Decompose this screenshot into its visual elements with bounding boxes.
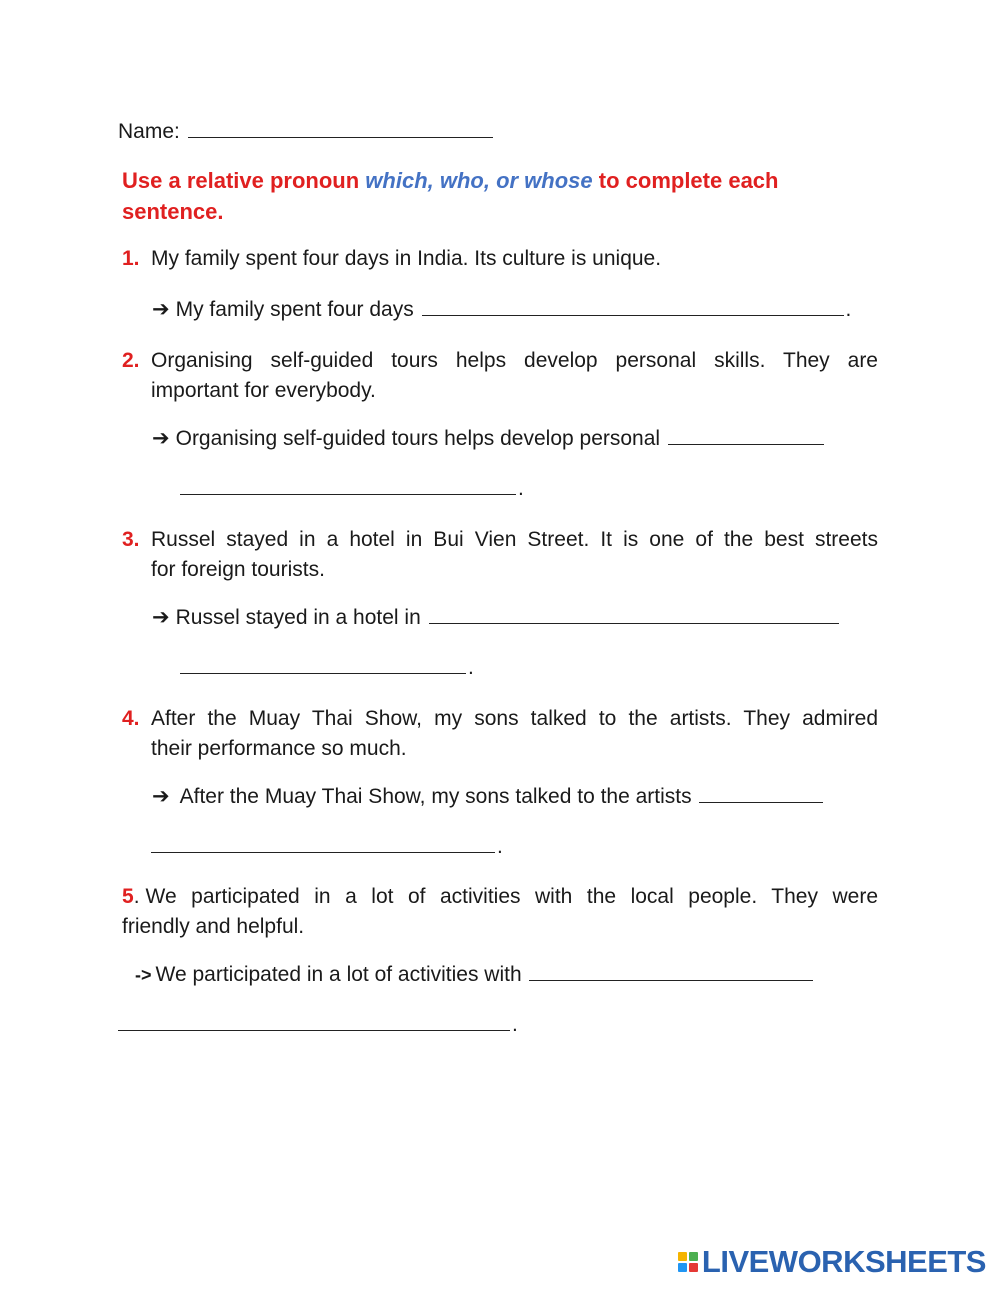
answer-end: .	[512, 1013, 518, 1036]
question-text-continued: for foreign tourists.	[151, 558, 325, 581]
answer-input-line[interactable]	[180, 493, 516, 495]
answer-input-line[interactable]	[151, 851, 495, 853]
question-text-continued: friendly and helpful.	[122, 915, 305, 938]
answer-input-line[interactable]	[668, 443, 824, 445]
answer-5-continued	[118, 1013, 518, 1037]
answer-input-line[interactable]	[699, 801, 823, 803]
answer-2	[152, 426, 826, 451]
answer-input-line[interactable]	[118, 1029, 510, 1031]
arrow-icon: ➔	[152, 785, 170, 808]
question-text: Organising self-guided tours helps develop personal skills. They are	[151, 349, 878, 372]
question-4	[122, 704, 878, 764]
question-1	[122, 247, 661, 271]
name-input-line[interactable]	[188, 136, 493, 138]
answer-end: .	[518, 477, 524, 500]
logo-text: LIVEWORKSHEETS	[701, 1244, 986, 1279]
question-number-suffix: .	[133, 885, 140, 908]
question-text: Russel stayed in a hotel in Bui Vien Street. It is one of the best streets	[151, 528, 878, 551]
logo-mark-icon	[678, 1252, 698, 1272]
answer-input-line[interactable]	[529, 979, 813, 981]
answer-4	[152, 784, 825, 809]
answer-prefix: Russel stayed in a hotel in	[175, 606, 421, 629]
question-5	[122, 882, 878, 942]
answer-input-line[interactable]	[429, 622, 839, 624]
answer-prefix: We participated in a lot of activities with	[155, 963, 522, 986]
instruction-text-2: to complete each	[592, 168, 779, 193]
instruction-pronouns: which, who, or whose	[365, 168, 593, 193]
question-number: 4.	[122, 707, 140, 730]
arrow-icon: ➔	[152, 427, 170, 450]
answer-end: .	[468, 656, 474, 679]
answer-input-line[interactable]	[180, 672, 466, 674]
arrow-icon: ➔	[152, 298, 170, 321]
answer-3-continued	[180, 656, 474, 680]
instruction-text-1: Use a relative pronoun	[122, 168, 366, 193]
answer-prefix: Organising self-guided tours helps develop personal	[175, 427, 661, 450]
instruction	[122, 165, 779, 227]
question-text: After the Muay Thai Show, my sons talked to the artists. They admired	[151, 707, 878, 730]
question-text: We participated in a lot of activities with the local people. They were	[145, 885, 878, 908]
answer-2-continued	[180, 477, 524, 501]
answer-end: .	[497, 835, 503, 858]
liveworksheets-logo	[678, 1244, 986, 1280]
answer-prefix: After the Muay Thai Show, my sons talked to the artists	[179, 785, 692, 808]
question-number: 3.	[122, 528, 140, 551]
question-text-continued: their performance so much.	[151, 737, 407, 760]
answer-1	[152, 297, 851, 322]
question-text: My family spent four days in India. Its culture is unique.	[151, 247, 662, 270]
question-2	[122, 346, 878, 406]
answer-4-continued	[151, 835, 503, 859]
question-number: 5	[122, 885, 134, 908]
arrow-icon: ➔	[152, 606, 170, 629]
name-label: Name:	[118, 120, 180, 143]
instruction-text-3: sentence.	[122, 199, 224, 224]
answer-3	[152, 605, 841, 630]
answer-input-line[interactable]	[422, 314, 844, 316]
question-text-continued: important for everybody.	[151, 379, 376, 402]
answer-5	[135, 963, 815, 987]
answer-prefix: My family spent four days	[175, 298, 414, 321]
question-number: 1.	[122, 247, 140, 270]
answer-end: .	[845, 298, 852, 321]
question-number: 2.	[122, 349, 140, 372]
name-row	[118, 120, 495, 144]
question-3	[122, 525, 878, 585]
arrow-icon: ->	[135, 965, 152, 985]
